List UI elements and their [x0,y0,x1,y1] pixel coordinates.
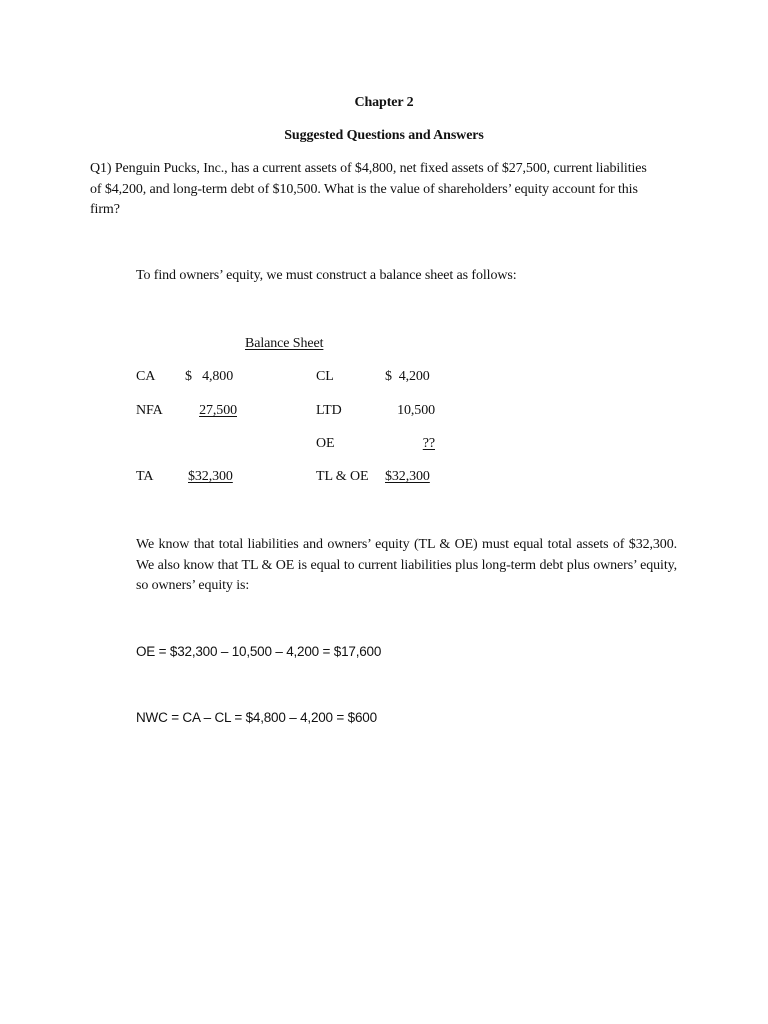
bs-row-cl-label: CL [316,369,334,384]
bs-row-ta-label: TA [136,469,154,484]
oe-equation: OE = $32,300 – 10,500 – 4,200 = $17,600 [136,644,382,659]
bs-row-ca-label: CA [136,369,156,384]
bs-row-nfa-value-text: 27,500 [199,403,237,418]
nwc-equation: NWC = CA – CL = $4,800 – 4,200 = $600 [136,710,377,725]
bs-row-tloe-label: TL & OE [316,469,369,484]
explanation-paragraph: We know that total liabilities and owners’ equity (TL & OE) must equal total assets of $32,300. We also know that TL & OE is equal to current liabilities plus long-term debt plus owners’ equity, so owners’ equity is: [136,537,677,593]
bs-row-tloe-value: $32,300 [385,469,430,484]
bs-row-ta-value: $32,300 [188,469,233,484]
balance-sheet-title: Balance Sheet [245,336,324,351]
bs-row-ca-value: $ 4,800 [185,369,234,384]
intro-text: To find owners’ equity, we must construct a balance sheet as follows: [136,268,517,283]
bs-row-oe-value [380,435,435,453]
question-paragraph: Q1) Penguin Pucks, Inc., has a current assets of $4,800, net fixed assets of $27,500, current liabilities of $4,200, and long-term debt of $10,500. What is the value of shareholders’ equity account for this firm? [90,161,647,217]
bs-row-cl-value: $ 4,200 [385,369,430,384]
section-subtitle: Suggested Questions and Answers [284,128,484,143]
chapter-title: Chapter 2 [354,95,414,110]
bs-row-oe-label: OE [316,436,335,451]
bs-row-ltd-value: 10,500 [397,403,435,418]
bs-row-oe-value-text: ?? [422,436,435,451]
bs-row-nfa-label: NFA [136,403,163,418]
bs-row-nfa-value [180,402,237,420]
bs-row-ltd-label: LTD [316,403,342,418]
